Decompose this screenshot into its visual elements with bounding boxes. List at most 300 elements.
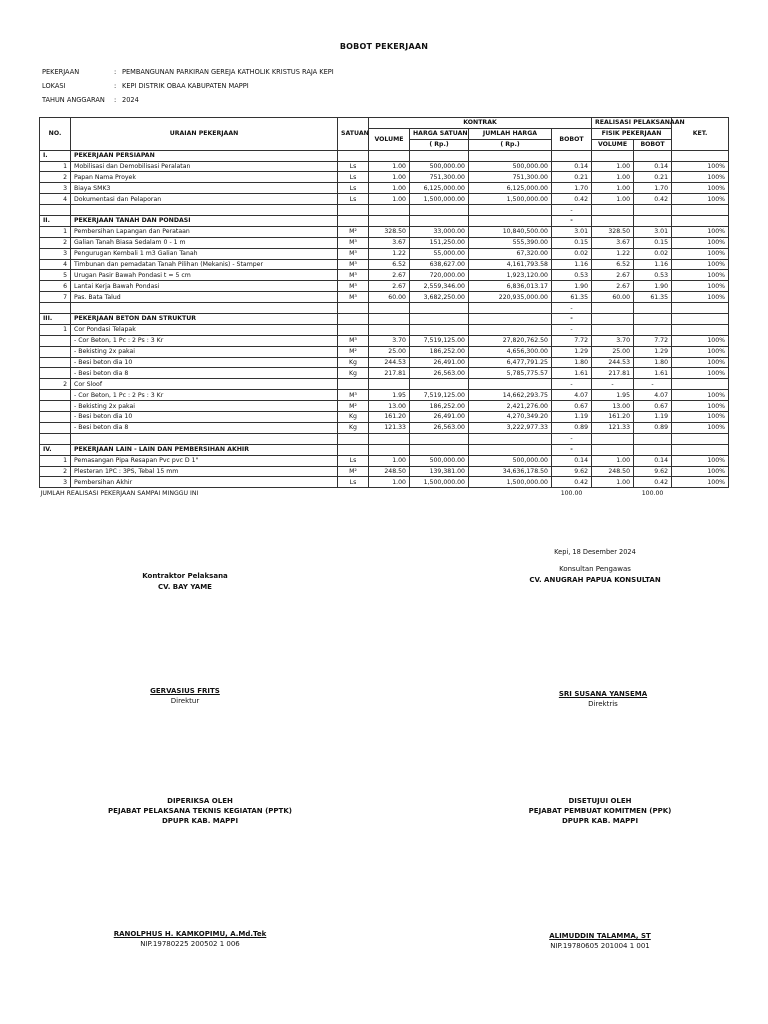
- cell-no: I.: [40, 150, 71, 161]
- cell-harga-satuan: [410, 324, 469, 335]
- meta-key: TAHUN ANGGARAN: [42, 96, 105, 104]
- cell-uraian: - Bekisting 2x pakai: [71, 346, 338, 357]
- cell-volume: 60.00: [369, 292, 410, 303]
- cell-satuan: Ls: [338, 161, 369, 172]
- cell-no: [40, 303, 71, 314]
- cell-bobot: -: [552, 324, 592, 335]
- cell-uraian: Biaya SMK3: [71, 183, 338, 194]
- cell-real-bobot: [634, 303, 672, 314]
- cell-no: 2: [40, 237, 71, 248]
- cell-real-volume: [592, 433, 634, 444]
- cell-real-volume: 328.50: [592, 226, 634, 237]
- cell-harga-satuan: [410, 444, 469, 455]
- cell-uraian: [71, 205, 338, 216]
- cell-no: [40, 357, 71, 368]
- table-row: [40, 379, 729, 390]
- cell-volume: 161.20: [369, 412, 410, 423]
- cell-harga-satuan: 26,491.00: [410, 412, 469, 423]
- section-row: [40, 314, 729, 325]
- cell-real-bobot: 1.70: [634, 183, 672, 194]
- cell-no: [40, 368, 71, 379]
- cell-ket: [672, 205, 729, 216]
- cell-uraian: Pembersihan Akhir: [71, 477, 338, 488]
- cell-jumlah-harga: [469, 314, 552, 325]
- cell-bobot: 0.42: [552, 194, 592, 205]
- meta-colon: :: [114, 96, 117, 104]
- cell-real-bobot: [634, 444, 672, 455]
- header-jumlah-harga: JUMLAH HARGA: [469, 128, 552, 139]
- table-row: [40, 401, 729, 412]
- cell-ket: 100%: [672, 226, 729, 237]
- cell-bobot: 1.70: [552, 183, 592, 194]
- table-row: [40, 226, 729, 237]
- cell-real-volume: 121.33: [592, 422, 634, 433]
- cell-no: 7: [40, 292, 71, 303]
- cell-volume: [369, 303, 410, 314]
- cell-volume: 3.70: [369, 335, 410, 346]
- cell-real-volume: 244.53: [592, 357, 634, 368]
- table-row: [40, 259, 729, 270]
- cell-volume: [369, 324, 410, 335]
- cell-ket: [672, 324, 729, 335]
- cell-satuan: [338, 314, 369, 325]
- cell-ket: [672, 216, 729, 227]
- cell-uraian: Pemasangan Pipa Resapan Pvc pvc D 1": [71, 455, 338, 466]
- cell-satuan: [338, 433, 369, 444]
- cell-harga-satuan: 26,491.00: [410, 357, 469, 368]
- cell-real-volume: -: [592, 379, 634, 390]
- cell-satuan: Kg: [338, 412, 369, 423]
- summary-row: [40, 488, 729, 498]
- cell-real-volume: 1.00: [592, 194, 634, 205]
- cell-real-volume: [592, 205, 634, 216]
- cell-real-bobot: 0.14: [634, 455, 672, 466]
- cell-volume: 6.52: [369, 259, 410, 270]
- cell-jumlah-harga: [469, 150, 552, 161]
- header-satuan: SATUAN: [338, 118, 369, 151]
- cell-real-volume: [592, 314, 634, 325]
- cell-harga-satuan: 186,252.00: [410, 346, 469, 357]
- header-kontrak: KONTRAK: [369, 118, 592, 129]
- pptk-signatory: RANOLPHUS H. KAMKOPIMU, A.Md.Tek: [113, 930, 267, 938]
- cell-bobot: 4.07: [552, 390, 592, 401]
- cell-harga-satuan: 1,500,000.00: [410, 194, 469, 205]
- table-row: [40, 248, 729, 259]
- cell-satuan: M³: [338, 292, 369, 303]
- cell-jumlah-harga: 751,300.00: [469, 172, 552, 183]
- section-row: [40, 150, 729, 161]
- cell-bobot: 0.14: [552, 455, 592, 466]
- contractor-signatory: GERVASIUS FRITS: [150, 687, 220, 695]
- cell-jumlah-harga: 27,820,762.50: [469, 335, 552, 346]
- cell-bobot: -: [552, 205, 592, 216]
- ppk-signatory: ALIMUDDIN TALAMMA, ST: [549, 932, 651, 940]
- cell-real-volume: [592, 324, 634, 335]
- cell-satuan: [338, 303, 369, 314]
- cell-satuan: [338, 379, 369, 390]
- pptk-office: DPUPR KAB. MAPPI: [161, 817, 239, 825]
- cell-ket: 100%: [672, 357, 729, 368]
- cell-uraian: Pengurugan Kembali 1 m3 Galian Tanah: [71, 248, 338, 259]
- cell-jumlah-harga: [469, 444, 552, 455]
- header-harga-satuan: HARGA SATUAN: [410, 128, 469, 139]
- cell-jumlah-harga: 14,662,293.75: [469, 390, 552, 401]
- cell-bobot: -: [552, 444, 592, 455]
- cell-real-bobot: [634, 433, 672, 444]
- contractor-org: CV. BAY YAME: [158, 583, 212, 591]
- table-row: [40, 335, 729, 346]
- meta-row: [42, 82, 249, 90]
- cell-satuan: [338, 216, 369, 227]
- cell-no: II.: [40, 216, 71, 227]
- table-row: [40, 455, 729, 466]
- cell-jumlah-harga: 3,222,977.33: [469, 422, 552, 433]
- cell-bobot: -: [552, 379, 592, 390]
- cell-satuan: M²: [338, 226, 369, 237]
- cell-uraian: Urugan Pasir Bawah Pondasi t = 5 cm: [71, 270, 338, 281]
- cell-volume: [369, 205, 410, 216]
- cell-satuan: M³: [338, 335, 369, 346]
- consultant-title: Direktris: [588, 700, 618, 708]
- cell-harga-satuan: [410, 216, 469, 227]
- cell-jumlah-harga: 1,923,120.00: [469, 270, 552, 281]
- cell-ket: 100%: [672, 172, 729, 183]
- cell-satuan: Ls: [338, 194, 369, 205]
- cell-real-volume: 217.81: [592, 368, 634, 379]
- cell-ket: 100%: [672, 248, 729, 259]
- cell-uraian: Mobilisasi dan Demobilisasi Peralatan: [71, 161, 338, 172]
- document-title: BOBOT PEKERJAAN: [339, 42, 429, 51]
- cell-no: III.: [40, 314, 71, 325]
- cell-jumlah-harga: 220,935,000.00: [469, 292, 552, 303]
- cell-volume: 3.67: [369, 237, 410, 248]
- meta-colon: :: [114, 82, 117, 90]
- cell-ket: 100%: [672, 466, 729, 477]
- cell-no: [40, 412, 71, 423]
- cell-uraian: [71, 433, 338, 444]
- cell-no: 2: [40, 172, 71, 183]
- cell-ket: 100%: [672, 412, 729, 423]
- cell-no: 1: [40, 226, 71, 237]
- cell-uraian: Pas. Bata Talud: [71, 292, 338, 303]
- cell-harga-satuan: 7,519,125.00: [410, 335, 469, 346]
- cell-ket: 100%: [672, 237, 729, 248]
- cell-ket: [672, 303, 729, 314]
- cell-bobot: [552, 150, 592, 161]
- cell-real-bobot: 0.67: [634, 401, 672, 412]
- cell-satuan: Kg: [338, 357, 369, 368]
- header-no: NO.: [40, 118, 71, 151]
- header-bobot: BOBOT: [552, 128, 592, 150]
- cell-uraian: - Cor Beton, 1 Pc : 2 Ps : 3 Kr: [71, 335, 338, 346]
- cell-no: 2: [40, 466, 71, 477]
- cell-no: 4: [40, 194, 71, 205]
- cell-harga-satuan: 500,000.00: [410, 455, 469, 466]
- cell-uraian: Galian Tanah Biasa Sedalam 0 - 1 m: [71, 237, 338, 248]
- cell-satuan: Ls: [338, 477, 369, 488]
- cell-uraian: Lantai Kerja Bawah Pondasi: [71, 281, 338, 292]
- cell-uraian: Plesteran 1PC : 3PS, Tebal 15 mm: [71, 466, 338, 477]
- cell-bobot: 1.61: [552, 368, 592, 379]
- meta-value: KEPI DISTRIK OBAA KABUPATEN MAPPI: [122, 82, 249, 90]
- cell-jumlah-harga: [469, 205, 552, 216]
- cell-real-bobot: 0.53: [634, 270, 672, 281]
- cell-bobot: 1.90: [552, 281, 592, 292]
- cell-jumlah-harga: 4,656,300.00: [469, 346, 552, 357]
- bobot-table: [39, 117, 729, 498]
- table-row: [40, 172, 729, 183]
- table-row: [40, 477, 729, 488]
- cell-satuan: M²: [338, 466, 369, 477]
- cell-volume: 328.50: [369, 226, 410, 237]
- cell-uraian: - Besi beton dia 8: [71, 422, 338, 433]
- spacer-row: [40, 433, 729, 444]
- table-row: [40, 194, 729, 205]
- cell-ket: 100%: [672, 401, 729, 412]
- cell-ket: 100%: [672, 183, 729, 194]
- cell-real-bobot: 9.62: [634, 466, 672, 477]
- cell-real-bobot: [634, 324, 672, 335]
- cell-jumlah-harga: 1,500,000.00: [469, 194, 552, 205]
- cell-bobot: 3.01: [552, 226, 592, 237]
- cell-no: 4: [40, 259, 71, 270]
- cell-harga-satuan: 6,125,000.00: [410, 183, 469, 194]
- cell-bobot: 0.89: [552, 422, 592, 433]
- cell-real-volume: 1.00: [592, 477, 634, 488]
- section-row: [40, 444, 729, 455]
- cell-harga-satuan: 720,000.00: [410, 270, 469, 281]
- cell-volume: [369, 314, 410, 325]
- cell-jumlah-harga: 500,000.00: [469, 161, 552, 172]
- meta-value: PEMBANGUNAN PARKIRAN GEREJA KATHOLIK KRISTUS RAJA KEPI: [122, 68, 334, 76]
- cell-real-volume: 2.67: [592, 281, 634, 292]
- cell-volume: 121.33: [369, 422, 410, 433]
- cell-real-bobot: [634, 150, 672, 161]
- cell-harga-satuan: 3,682,250.00: [410, 292, 469, 303]
- cell-real-bobot: 1.16: [634, 259, 672, 270]
- cell-bobot: 0.53: [552, 270, 592, 281]
- table-row: [40, 412, 729, 423]
- cell-jumlah-harga: 67,320.00: [469, 248, 552, 259]
- table-row: [40, 466, 729, 477]
- consultant-org: CV. ANUGRAH PAPUA KONSULTAN: [529, 576, 661, 584]
- cell-harga-satuan: [410, 433, 469, 444]
- cell-real-volume: [592, 216, 634, 227]
- cell-harga-satuan: 151,250.00: [410, 237, 469, 248]
- cell-jumlah-harga: 555,390.00: [469, 237, 552, 248]
- cell-real-volume: 1.00: [592, 183, 634, 194]
- cell-ket: 100%: [672, 477, 729, 488]
- cell-harga-satuan: 2,559,346.00: [410, 281, 469, 292]
- cell-harga-satuan: [410, 150, 469, 161]
- cell-harga-satuan: 500,000.00: [410, 161, 469, 172]
- cell-volume: 217.81: [369, 368, 410, 379]
- cell-no: 1: [40, 455, 71, 466]
- cell-uraian: Cor Sloof: [71, 379, 338, 390]
- cell-volume: [369, 444, 410, 455]
- cell-harga-satuan: 55,000.00: [410, 248, 469, 259]
- summary-spacer: [672, 488, 729, 498]
- cell-real-volume: 1.22: [592, 248, 634, 259]
- cell-uraian: PEKERJAAN LAIN - LAIN DAN PEMBERSIHAN AKHIR: [71, 444, 338, 455]
- cell-harga-satuan: 186,252.00: [410, 401, 469, 412]
- cell-satuan: M³: [338, 248, 369, 259]
- cell-real-bobot: 0.02: [634, 248, 672, 259]
- cell-ket: 100%: [672, 422, 729, 433]
- cell-uraian: Papan Nama Proyek: [71, 172, 338, 183]
- cell-real-bobot: 1.19: [634, 412, 672, 423]
- cell-volume: 1.00: [369, 183, 410, 194]
- header-real-volume: VOLUME: [592, 139, 634, 150]
- meta-colon: :: [114, 68, 117, 76]
- cell-satuan: Ls: [338, 172, 369, 183]
- cell-ket: 100%: [672, 161, 729, 172]
- cell-no: 1: [40, 161, 71, 172]
- cell-ket: 100%: [672, 194, 729, 205]
- cell-bobot: -: [552, 433, 592, 444]
- cell-bobot: 7.72: [552, 335, 592, 346]
- pptk-position: PEJABAT PELAKSANA TEKNIS KEGIATAN (PPTK): [108, 807, 292, 815]
- cell-jumlah-harga: 2,421,276.00: [469, 401, 552, 412]
- cell-volume: 1.00: [369, 477, 410, 488]
- cell-real-bobot: 1.90: [634, 281, 672, 292]
- cell-bobot: 1.29: [552, 346, 592, 357]
- cell-harga-satuan: 1,500,000.00: [410, 477, 469, 488]
- cell-bobot: 0.21: [552, 172, 592, 183]
- cell-jumlah-harga: [469, 433, 552, 444]
- cell-real-bobot: [634, 205, 672, 216]
- ppk-office: DPUPR KAB. MAPPI: [561, 817, 639, 825]
- pptk-nip: NIP.19780225 200502 1 006: [140, 940, 240, 948]
- cell-harga-satuan: [410, 303, 469, 314]
- cell-real-volume: 6.52: [592, 259, 634, 270]
- cell-jumlah-harga: 10,840,500.00: [469, 226, 552, 237]
- cell-no: 3: [40, 477, 71, 488]
- cell-bobot: 0.02: [552, 248, 592, 259]
- spacer-row: [40, 303, 729, 314]
- cell-volume: 2.67: [369, 281, 410, 292]
- cell-bobot: -: [552, 314, 592, 325]
- cell-ket: 100%: [672, 270, 729, 281]
- header-volume: VOLUME: [369, 128, 410, 150]
- meta-row: [42, 96, 139, 104]
- cell-ket: 100%: [672, 292, 729, 303]
- meta-row: [42, 68, 334, 76]
- cell-jumlah-harga: [469, 324, 552, 335]
- summary-label: JUMLAH REALISASI PEKERJAAN SAMPAI MINGGU INI: [40, 488, 369, 498]
- header-fisik: FISIK PEKERJAAN: [592, 128, 672, 139]
- cell-real-bobot: [634, 314, 672, 325]
- cell-no: 5: [40, 270, 71, 281]
- cell-volume: [369, 433, 410, 444]
- cell-real-bobot: 0.42: [634, 477, 672, 488]
- cell-jumlah-harga: [469, 303, 552, 314]
- cell-harga-satuan: 26,563.00: [410, 368, 469, 379]
- cell-volume: 244.53: [369, 357, 410, 368]
- cell-no: 3: [40, 248, 71, 259]
- summary-bobot: 100.00: [552, 488, 592, 498]
- cell-no: [40, 346, 71, 357]
- meta-key: PEKERJAAN: [42, 68, 80, 76]
- cell-satuan: Ls: [338, 183, 369, 194]
- meta-value: 2024: [122, 96, 139, 104]
- cell-real-volume: 3.67: [592, 237, 634, 248]
- cell-harga-satuan: 7,519,125.00: [410, 390, 469, 401]
- cell-real-volume: 2.67: [592, 270, 634, 281]
- cell-real-volume: [592, 150, 634, 161]
- cell-satuan: M²: [338, 401, 369, 412]
- cell-harga-satuan: 26,563.00: [410, 422, 469, 433]
- cell-uraian: - Bekisting 2x pakai: [71, 401, 338, 412]
- table-row: [40, 324, 729, 335]
- consultant-signatory: SRI SUSANA YANSEMA: [558, 690, 648, 698]
- cell-bobot: 9.62: [552, 466, 592, 477]
- header-real-bobot: BOBOT: [634, 139, 672, 150]
- cell-bobot: 0.67: [552, 401, 592, 412]
- cell-real-bobot: 7.72: [634, 335, 672, 346]
- cell-real-volume: 1.95: [592, 390, 634, 401]
- cell-ket: [672, 379, 729, 390]
- cell-jumlah-harga: 6,477,791.25: [469, 357, 552, 368]
- contractor-title: Direktur: [170, 697, 200, 705]
- cell-ket: 100%: [672, 455, 729, 466]
- cell-volume: 1.00: [369, 455, 410, 466]
- cell-ket: [672, 314, 729, 325]
- cell-uraian: - Besi beton dia 10: [71, 412, 338, 423]
- cell-real-volume: 1.00: [592, 161, 634, 172]
- cell-jumlah-harga: 5,785,775.57: [469, 368, 552, 379]
- cell-bobot: 61.35: [552, 292, 592, 303]
- cell-uraian: Timbunan dan pemadatan Tanah Pilihan (Mekanis) - Stamper: [71, 259, 338, 270]
- cell-ket: 100%: [672, 368, 729, 379]
- cell-bobot: -: [552, 303, 592, 314]
- cell-satuan: [338, 324, 369, 335]
- cell-harga-satuan: 751,300.00: [410, 172, 469, 183]
- cell-ket: 100%: [672, 259, 729, 270]
- table-row: [40, 281, 729, 292]
- cell-satuan: [338, 205, 369, 216]
- cell-satuan: Ls: [338, 455, 369, 466]
- cell-volume: [369, 216, 410, 227]
- cell-no: 3: [40, 183, 71, 194]
- cell-no: [40, 401, 71, 412]
- cell-ket: [672, 150, 729, 161]
- header-realisasi: REALISASI PELAKSANAAN: [592, 118, 672, 129]
- cell-jumlah-harga: [469, 216, 552, 227]
- cell-real-bobot: 0.21: [634, 172, 672, 183]
- cell-bobot: 0.42: [552, 477, 592, 488]
- cell-volume: [369, 379, 410, 390]
- cell-volume: 25.00: [369, 346, 410, 357]
- pptk-label: DIPERIKSA OLEH: [167, 797, 233, 805]
- cell-jumlah-harga: 6,836,013.17: [469, 281, 552, 292]
- table-row: [40, 357, 729, 368]
- cell-real-bobot: 0.14: [634, 161, 672, 172]
- cell-jumlah-harga: [469, 379, 552, 390]
- cell-real-volume: [592, 303, 634, 314]
- table-row: [40, 346, 729, 357]
- cell-harga-satuan: 33,000.00: [410, 226, 469, 237]
- cell-jumlah-harga: 6,125,000.00: [469, 183, 552, 194]
- contractor-role: Kontraktor Pelaksana: [142, 572, 228, 580]
- cell-no: [40, 390, 71, 401]
- header-uraian: URAIAN PEKERJAAN: [71, 118, 338, 151]
- cell-uraian: PEKERJAAN TANAH DAN PONDASI: [71, 216, 338, 227]
- cell-uraian: Dokumentasi dan Pelaporan: [71, 194, 338, 205]
- cell-ket: 100%: [672, 390, 729, 401]
- cell-volume: 248.50: [369, 466, 410, 477]
- cell-jumlah-harga: 4,270,349.20: [469, 412, 552, 423]
